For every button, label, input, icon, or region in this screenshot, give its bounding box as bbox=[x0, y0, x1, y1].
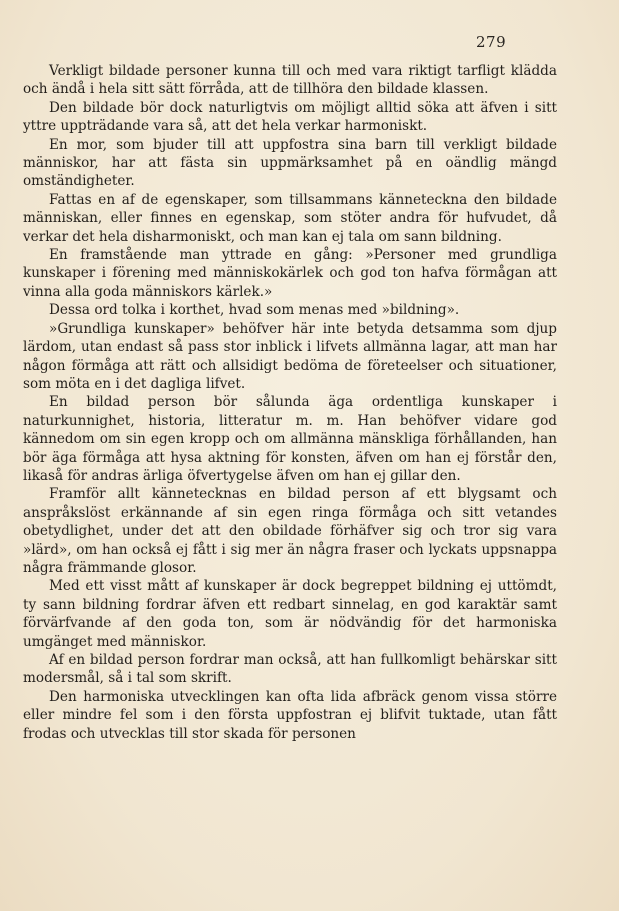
paragraph: Den harmoniska utvecklingen kan ofta lida afbräck genom vissa större eller mindre fel som i den första uppfostran ej blifvit tuktade, utan fått frodas och utvecklas till stor skada för personen bbox=[23, 688, 557, 742]
paragraph: En framstående man yttrade en gång: »Personer med grundliga kunskaper i förening med människokärlek och god ton hafva förmågan att vinna alla goda människors kärlek.» bbox=[23, 247, 557, 300]
paragraph: En bildad person bör sålunda äga ordentliga kunskaper i naturkunnighet, historia, litteratur m. m. Han behöfver vidare god kännedom om sin egen kropp och om allmänna mänskliga förhållanden, han bör äga förmåga att hysa aktning för konsten, äfven om han ej förstår den, likaså för andras ärliga öfvertygelse äfven om han ej gillar den. bbox=[23, 394, 557, 484]
paragraph: En mor, som bjuder till att uppfostra sina barn till verkligt bildade människor, har att fästa sin uppmärksamhet på en oändlig mängd omständigheter. bbox=[23, 136, 557, 190]
paragraph: Dessa ord tolka i korthet, hvad som menas med »bildning». bbox=[49, 302, 460, 319]
paragraph: Den bildade bör dock naturligtvis om möjligt alltid söka att äfven i sitt yttre uppträdande vara så, att det hela verkar harmoniskt. bbox=[23, 99, 557, 135]
paragraph: Verkligt bildade personer kunna till och med vara riktigt tarfligt klädda och ändå i hela sitt sätt förråda, att de tillhöra den bildade klassen. bbox=[23, 63, 557, 98]
paragraph: »Grundliga kunskaper» behöfver här inte betyda detsamma som djup lärdom, utan endast så pass stor inblick i lifvets allmänna lagar, att man har någon förmåga att rätt och allsidigt bedöma de företeelser och situationer, som möta en i det dagliga lifvet. bbox=[23, 320, 557, 392]
page-number: 279 bbox=[476, 33, 507, 51]
paragraph: Framför allt kännetecknas en bildad person af ett blygsamt och anspråkslöst erkännande af sin egen ringa förmåga och sitt vetandes obetydlighet, under det att den obildade förhäfver sig och tror sig vara »lärd», om han också ej fått i sig mer än några fraser och lyckats uppsnappa några främmande glosor. bbox=[23, 486, 557, 576]
paragraph: Fattas en af de egenskaper, som tillsammans känneteckna den bildade människan, eller finnes en egenskap, som stöter andra för hufvudet, då verkar det hela disharmoniskt, och man kan ej tala om sann bildning. bbox=[23, 191, 557, 245]
paragraph: Med ett visst mått af kunskaper är dock begreppet bildning ej uttömdt, ty sann bildning fordrar äfven ett redbart sinnelag, en god karaktär samt förvärfvande af den goda ton, som är nödvändig för det harmoniska umgänget med människor. bbox=[23, 578, 557, 650]
paragraph: Af en bildad person fordrar man också, att han fullkomligt behärskar sitt modersmål, så i tal som skrift. bbox=[23, 652, 557, 687]
body-text bbox=[23, 62, 557, 743]
